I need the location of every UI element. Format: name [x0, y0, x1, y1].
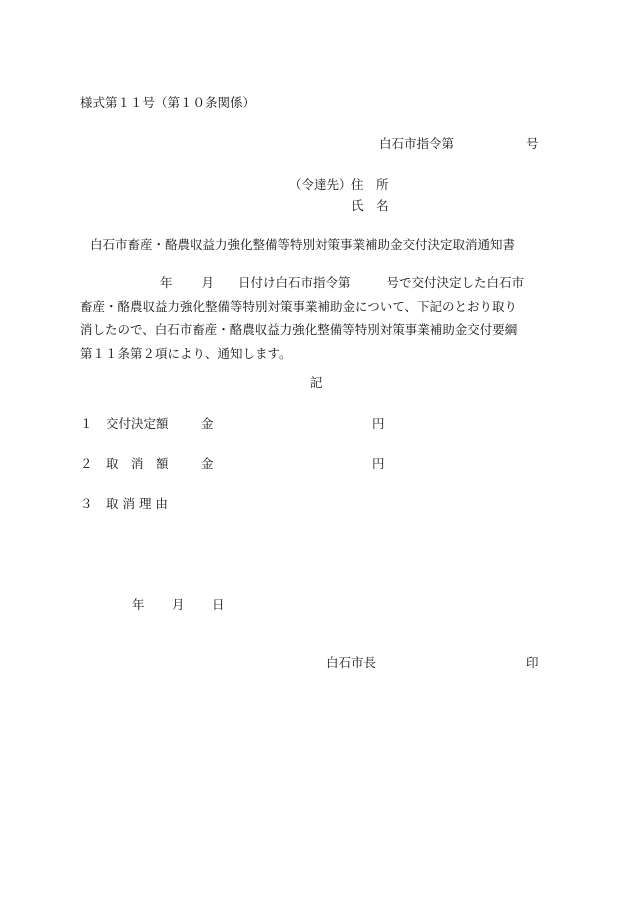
body-line-1 [80, 271, 552, 295]
body-line-2: 畜産・酪農収益力強化整備等特別対策事業補助金について、下記のとおり取り [80, 298, 518, 314]
item-2-label: 取 消 額 [106, 456, 169, 471]
body-month: 月 [201, 275, 215, 290]
item-1-prefix: 金 [201, 416, 214, 431]
form-label: 様式第１１号（第１０条関係） [80, 95, 256, 110]
ki-heading: 記 [310, 375, 323, 390]
reference-number-prefix: 白石市指令第 [379, 136, 455, 151]
recipient-address-label: 住 所 [351, 177, 389, 192]
date-month: 月 [172, 597, 185, 612]
body-paragraph [80, 271, 552, 365]
item-3-label: 取 消 理 由 [106, 496, 168, 511]
document-title: 白石市畜産・酪農収益力強化整備等特別対策事業補助金交付決定取消通知書 [90, 237, 516, 252]
recipient-prefix: （令達先） [289, 177, 352, 192]
reference-number-suffix: 号 [526, 136, 539, 151]
item-1-number: １ [80, 416, 93, 431]
body-year: 年 [160, 275, 173, 290]
body-line-3: 消したので、白石市畜産・酪農収益力強化整備等特別対策事業補助金交付要綱 [80, 322, 518, 337]
item-2-number: ２ [80, 456, 93, 471]
item-2-prefix: 金 [201, 456, 214, 471]
item-1-unit: 円 [372, 416, 385, 431]
date-year: 年 [132, 597, 145, 612]
seal-mark: 印 [526, 655, 539, 670]
body-line-4: 第１１条第２項により、通知します。 [80, 345, 292, 361]
item-2-unit: 円 [372, 456, 385, 471]
body-line-1-text-b: 号で交付決定した白石市 [386, 275, 525, 290]
recipient-name-label: 氏 名 [351, 198, 389, 213]
item-1-label: 交付決定額 [106, 416, 169, 431]
body-line-1-text: 日付け白石市指令第 [238, 275, 351, 290]
signature-title: 白石市長 [326, 655, 377, 670]
item-3-number: ３ [80, 496, 93, 511]
date-day: 日 [212, 597, 225, 612]
